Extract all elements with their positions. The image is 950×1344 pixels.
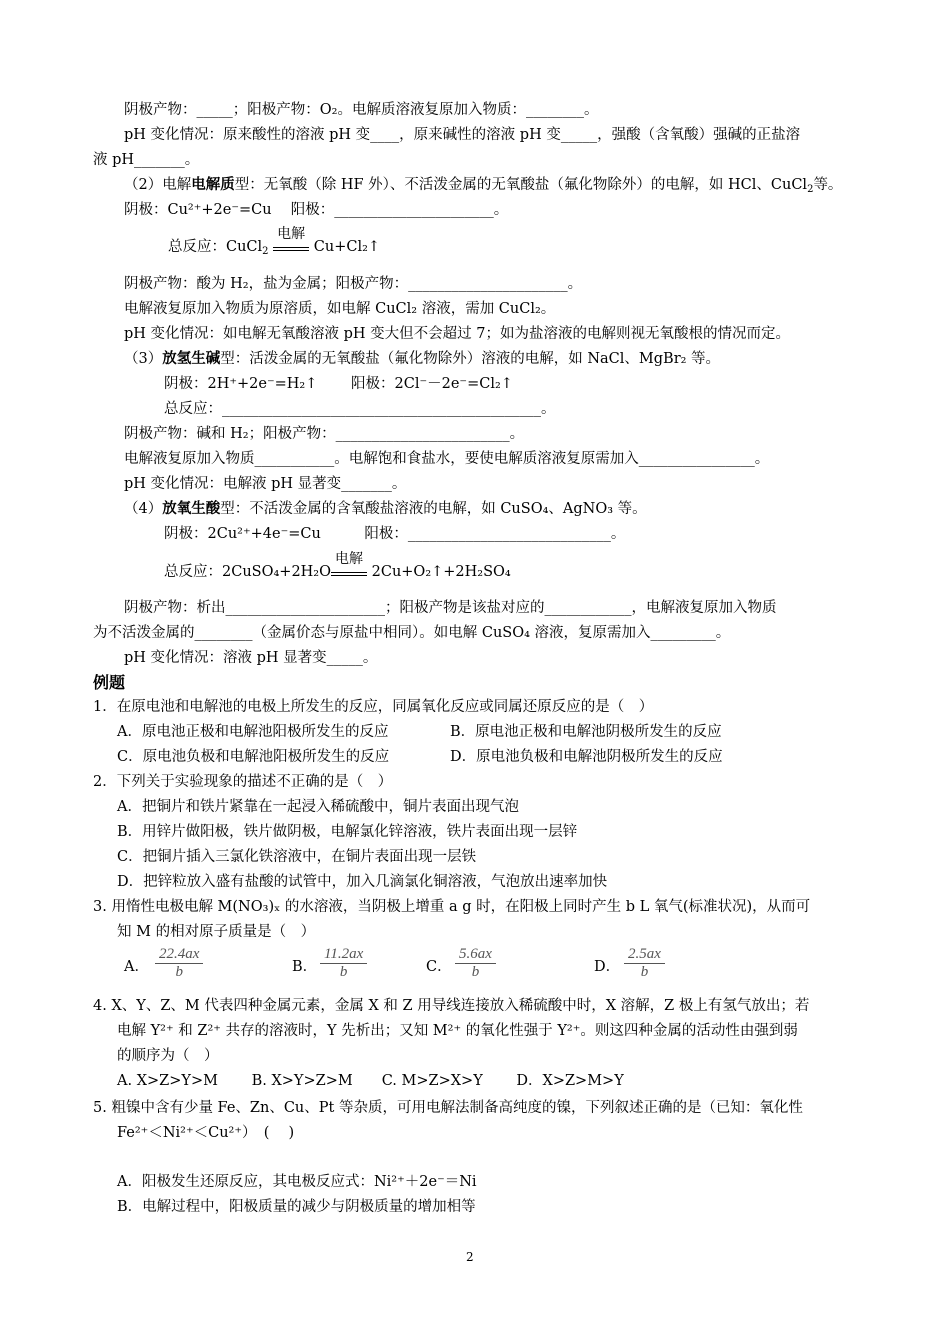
question-4-options: A. X>Z>Y>M B. X>Y>Z>M C. M>Z>X>Y D．X>Z>M>Y bbox=[117, 1073, 624, 1089]
question-2: 2．下列关于实验现象的描述不正确的是（ ） bbox=[93, 774, 393, 790]
question-3-option-a-fraction: $\frac{22.4ax}{b}$ bbox=[155, 946, 203, 981]
examples-title: 例题 bbox=[93, 673, 126, 692]
ph-change-line: pH 变化情况：原来酸性的溶液 pH 变____，原来碱性的溶液 pH 变_____，强酸（含氧酸）强碱的正盐溶 bbox=[124, 127, 801, 143]
question-1-option-c: C．原电池负极和电解池阳极所发生的反应 bbox=[117, 749, 390, 765]
section-4-total-reaction: 总反应：2CuSO₄+2H₂O 电解 2Cu+O₂↑+2H₂SO₄ bbox=[164, 551, 511, 580]
question-3-option-b-fraction: $\frac{11.2ax}{b}$ bbox=[320, 946, 367, 981]
question-3-cont: 知 M 的相对原子质量是（ ） bbox=[117, 924, 316, 940]
question-2-option-b: B．用锌片做阳极，铁片做阴极，电解氯化锌溶液，铁片表面出现一层锌 bbox=[117, 824, 578, 840]
question-1-option-d: D．原电池负极和电解池阴极所发生的反应 bbox=[450, 749, 723, 765]
question-2-option-c: C．把铜片插入三氯化铁溶液中，在铜片表面出现一层铁 bbox=[117, 849, 477, 865]
question-4-cont-2: 的顺序为（ ） bbox=[117, 1048, 219, 1064]
question-3-option-b-label: B． bbox=[292, 959, 318, 975]
section-3-products: 阴极产物：碱和 H₂；阳极产物：________________________。 bbox=[124, 426, 525, 442]
question-3-option-c-fraction: $\frac{5.6ax}{b}$ bbox=[455, 946, 496, 981]
question-3-option-d-label: D． bbox=[594, 959, 621, 975]
question-5-cont: Fe²⁺＜Ni²⁺＜Cu²⁺） ( ) bbox=[117, 1125, 295, 1141]
section-4-ph: pH 变化情况：溶液 pH 显著变_____。 bbox=[124, 650, 378, 666]
section-3-heading: （3）放氢生碱型：活泼金属的无氧酸盐（氟化物除外）溶液的电解，如 NaCl、MgBr₂ 等。 bbox=[124, 350, 721, 367]
question-1: 1．在原电池和电解池的电极上所发生的反应，同属氧化反应或同属还原反应的是（ ） bbox=[93, 699, 654, 715]
section-2-total-reaction: 总反应：CuCl$_2$ 电解 Cu+Cl₂↑ bbox=[168, 226, 381, 257]
question-1-option-b: B．原电池正极和电解池阴极所发生的反应 bbox=[450, 724, 722, 740]
section-3-total-reaction: 总反应：____________________________________________。 bbox=[164, 401, 556, 417]
question-5-option-a: A．阳极发生还原反应，其电极反应式：Ni²⁺＋2e⁻＝Ni bbox=[117, 1174, 477, 1190]
section-2-ph: pH 变化情况：如电解无氧酸溶液 pH 变大但不会超过 7；如为盐溶液的电解则视无氧酸根的情况而定。 bbox=[124, 326, 791, 342]
question-3-option-c-label: C． bbox=[426, 959, 452, 975]
question-3-option-a-label: A． bbox=[124, 959, 149, 975]
question-5: 5. 粗镍中含有少量 Fe、Zn、Cu、Pt 等杂质，可用电解法制备高纯度的镍，下列叙述正确的是（已知：氧化性 bbox=[93, 1100, 803, 1116]
question-3-option-d-fraction: $\frac{2.5ax}{b}$ bbox=[624, 946, 665, 981]
question-5-option-b: B．电解过程中，阳极质量的减少与阴极质量的增加相等 bbox=[117, 1199, 476, 1215]
question-3: 3. 用惰性电极电解 M(NO₃)ₓ 的水溶液，当阴极上增重 a g 时，在阳极上同时产生 b L 氧气(标准状况)，从而可 bbox=[93, 899, 811, 915]
section-4-products-cont: 为不活泼金属的________（金属价态与原盐中相同）。如电解 CuSO₄ 溶液，复原需加入_________。 bbox=[93, 625, 731, 641]
cathode-product-line: 阴极产物：_____；阳极产物：O₂。电解质溶液复原加入物质：________。 bbox=[124, 102, 599, 118]
page-number: 2 bbox=[466, 1250, 474, 1264]
section-3-electrodes: 阴极：2H⁺+2e⁻=H₂↑ 阳极：2Cl⁻－2e⁻=Cl₂↑ bbox=[164, 376, 513, 392]
ph-change-line-cont: 液 pH_______。 bbox=[93, 152, 200, 168]
section-2-electrodes: 阴极：Cu²⁺+2e⁻=Cu 阳极：______________________。 bbox=[124, 202, 509, 218]
section-2-restore: 电解液复原加入物质为原溶质，如电解 CuCl₂ 溶液，需加 CuCl₂。 bbox=[124, 301, 556, 317]
section-2-products: 阴极产物：酸为 H₂，盐为金属；阳极产物：______________________。 bbox=[124, 276, 583, 292]
section-3-restore: 电解液复原加入物质___________。电解饱和食盐水，要使电解质溶液复原需加入________________。 bbox=[124, 451, 770, 467]
question-4-cont: 电解 Y²⁺ 和 Z²⁺ 共存的溶液时，Y 先析出；又知 M²⁺ 的氧化性强于 Y²⁺。则这四种金属的活动性由强到弱 bbox=[117, 1023, 798, 1039]
section-4-heading: （4）放氧生酸型：不活泼金属的含氧酸盐溶液的电解，如 CuSO₄、AgNO₃ 等。 bbox=[124, 500, 647, 517]
question-2-option-d: D．把锌粒放入盛有盐酸的试管中，加入几滴氯化铜溶液，气泡放出速率加快 bbox=[117, 874, 608, 890]
question-1-option-a: A．原电池正极和电解池阳极所发生的反应 bbox=[117, 724, 389, 740]
question-4: 4. X、Y、Z、M 代表四种金属元素，金属 X 和 Z 用导线连接放入稀硫酸中时，X 溶解，Z 极上有氢气放出；若 bbox=[93, 998, 810, 1014]
section-4-products: 阴极产物：析出______________________；阳极产物是该盐对应的____________，电解液复原加入物质 bbox=[124, 600, 777, 616]
section-3-ph: pH 变化情况：电解液 pH 显著变_______。 bbox=[124, 476, 407, 492]
electrolysis-arrow: 电解 bbox=[273, 238, 309, 251]
electrolysis-arrow: 电解 bbox=[331, 563, 367, 576]
question-2-option-a: A．把铜片和铁片紧靠在一起浸入稀硫酸中，铜片表面出现气泡 bbox=[117, 799, 519, 815]
section-2-heading: （2）电解电解质型：无氧酸（除 HF 外）、不活泼金属的无氧酸盐（氟化物除外）的电解，如 HCl、CuCl$_2$等。 bbox=[124, 176, 843, 195]
section-4-electrodes: 阴极：2Cu²⁺+4e⁻=Cu 阳极：____________________________。 bbox=[164, 526, 626, 542]
